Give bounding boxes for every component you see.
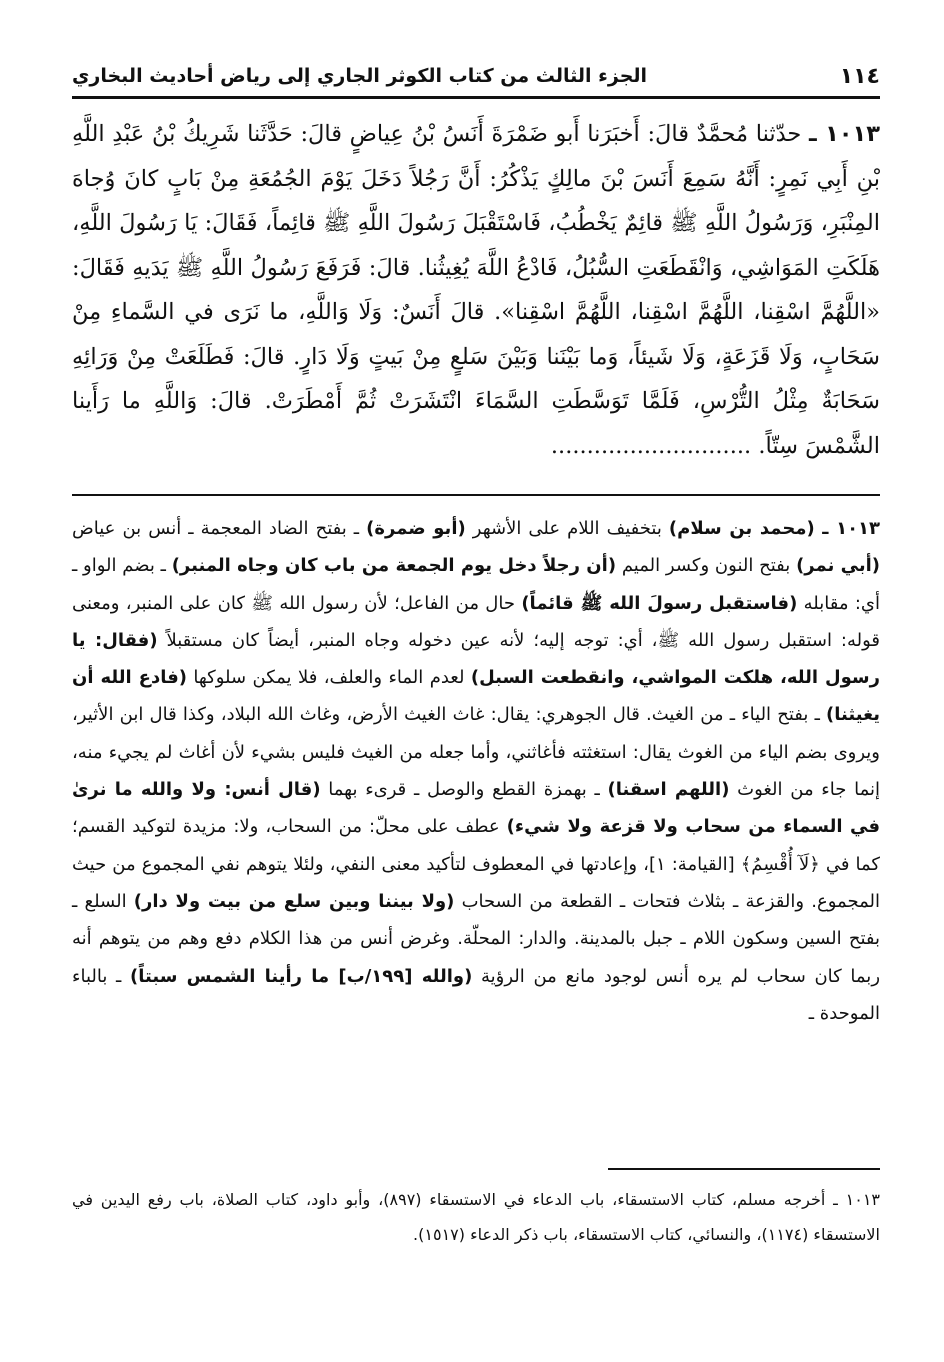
commentary-quote: (اللهم اسقنا) (607, 779, 730, 801)
commentary-text: ـ بفتح الياء ـ من الغيث. قال الجوهري: يقال: غاث الغيث الأرض، وغاث الله البلاد، وكذا قال ابن الأثير، ويروى بضم الياء من الغوث يقال: استغثته فأغاثني، وأما جعله من الغيث فليس بشيء لأن أغاث لم يجيء منه، إنما جاء من الغوث (72, 704, 880, 801)
running-title: الجزء الثالث من كتاب الكوثر الجاري إلى رياض أحاديث البخاري (72, 65, 648, 87)
page-number: ١١٤ (839, 63, 880, 89)
commentary-text: بتخفيف اللام على الأشهر (465, 518, 669, 539)
footnote-text: ١٠١٣ ـ أخرجه مسلم، كتاب الاستسقاء، باب الدعاء في الاستسقاء (٨٩٧)، وأبو داود، كتاب الصلاة، باب رفع اليدين في الاستسقاء (١١٧٤)، والنسائي، كتاب الاستسقاء، باب ذكر الدعاء (١٥١٧). (72, 1190, 881, 1244)
continuation-dots: ............................ (550, 432, 752, 459)
commentary-block (72, 510, 880, 1032)
commentary-text: عطف على محلّ: من السحاب، ولا: مزيدة لتوكيد القسم؛ كما في ﴿لَآ أُقْسِمُ﴾ [القيامة: ١]، وإعادتها في المعطوف لتأكيد معنى النفي، ولئلا يتوهم نفي المجموع من حيث المجموع. والقزعة ـ بثلاث فتحات ـ القطعة من السحاب (72, 816, 880, 912)
commentary-text: لعدم الماء والعلف، فلا يمكن سلوكها (186, 667, 471, 689)
commentary-text: ـ بفتح الضاد المعجمة ـ أنس بن عياض (72, 518, 367, 539)
commentary-quote: (فاستقبل رسولَ الله ﷺ قائماً) (521, 592, 798, 614)
section-divider (72, 494, 880, 496)
commentary-quote: (فادع الله أن يغيثنا) (72, 667, 880, 726)
header-rule (72, 96, 880, 99)
commentary-text: السلع ـ بفتح السين وسكون اللام ـ جبل بالمدينة. والدار: المحلّة. وغرض أنس من هذا الكلام دفع وهم من يتوهم أنه ربما كان سحاب لم يره أنس لوجود مانع من الرؤية (72, 890, 881, 987)
commentary-text: ـ بضم الواو ـ أي: مقابله (72, 555, 880, 614)
commentary-quote: (والله [١٩٩/ب] ما رأينا الشمس سبتاً) (130, 965, 473, 987)
hadith-text-block (72, 112, 880, 468)
commentary-quote: (ولا بيننا وبين سلع من بيت ولا دار) (133, 890, 455, 912)
hadith-text: حدّثنا مُحمَّدٌ قالَ: أَخبَرَنا أَبو ضَمْرَةَ أَنَسُ بْنُ عِياضٍ قالَ: حَدَّثَنا شَرِيكُ بْنُ عَبْدِ اللَّهِ بْنِ أَبِي نَمِرٍ: أَنَّهُ سَمِعَ أَنَسَ بْنَ مالِكٍ يَذْكُرُ: أَنَّ رَجُلاً دَخَلَ يَوْمَ الجُمُعَةِ مِنْ بَابٍ كانَ وُجاهَ المِنْبَرِ، وَرَسُولُ اللَّهِ ﷺ قائِمٌ يَخْطُبُ، فَاسْتَقْبَلَ رَسُولَ اللَّهِ ﷺ قائِماً، فَقَالَ: يَا رَسُولَ اللَّهِ، هَلَكَتِ المَوَاشِي، وَانْقَطَعَتِ السُّبُلُ، فَادْعُ اللَّهَ يُغِيثُنا. قالَ: فَرَفَعَ رَسُولُ اللَّهِ ﷺ يَدَيهِ فَقَالَ: «اللَّهُمَّ اسْقِنا، اللَّهُمَّ اسْقِنا، اللَّهُمَّ اسْقِنا». قالَ أَنَسٌ: وَلَا وَاللَّهِ، ما نَرَى في السَّماءِ مِنْ سَحَابٍ، وَلَا قَزَعَةٍ، وَلَا شَيئاً، وَما بَيْنَنا وَبَيْنَ سَلعٍ مِنْ بَيتٍ وَلَا دَارٍ. قالَ: فَطَلَعَتْ مِنْ وَرَائِهِ سَحَابَةٌ مِثْلُ التُّرْسِ، فَلَمَّا تَوَسَّطَتِ السَّمَاءَ انْتَشَرَتْ ثُمَّ أَمْطَرَتْ. قالَ: وَاللَّهِ ما رَأَينا الشَّمْسَ سِتّاً. (72, 121, 880, 459)
commentary-text: ـ بهمزة القطع والوصل ـ قرىء بهما (320, 779, 608, 801)
footnote (72, 1182, 880, 1252)
commentary-quote: (محمد بن سلام) (668, 518, 815, 539)
commentary-text: بفتح النون وكسر الميم (616, 555, 797, 577)
commentary-quote: (قال أنس: ولا والله ما نرىٰ في السماء من سحاب ولا قزعة ولا شيء) (72, 779, 880, 838)
commentary-text: حال من الفاعل؛ لأن رسول الله ﷺ كان على المنبر، ومعنى قوله: استقبل رسول الله ﷺ، أي: توجه إليه؛ لأنه عين دخوله وجاه المنبر، أيضاً كان مستقبلاً (72, 592, 880, 651)
running-head (72, 58, 880, 94)
commentary-quote: ١٠١٣ ـ (814, 518, 881, 539)
commentary-text: ـ بالباء الموحدة ـ (72, 965, 880, 1024)
commentary-quote: (أبو ضمرة) (366, 518, 466, 539)
footnote-rule (608, 1168, 880, 1170)
hadith-number: ١٠١٣ ـ (809, 121, 880, 147)
commentary-quote: (أن رجلاً دخل يوم الجمعة من باب كان وجاه المنبر) (171, 555, 617, 577)
commentary-quote: (فقال: يا رسول الله، هلكت المواشي، وانقطعت السبل) (72, 629, 880, 689)
commentary-quote: (أبي نمر) (796, 555, 881, 577)
